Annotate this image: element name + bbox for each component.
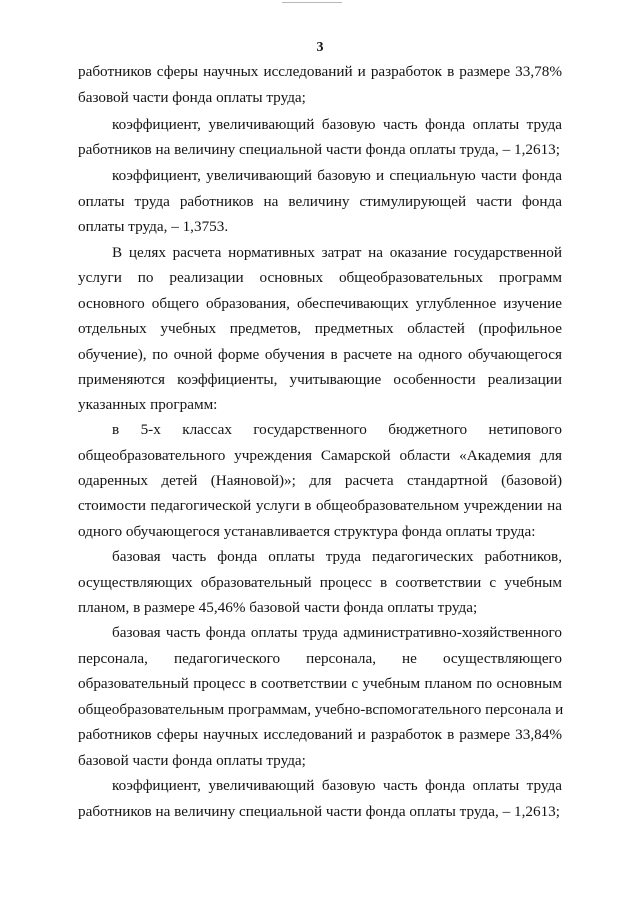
text-line: одного обучающегося устанавливается структура фонда оплаты труда: xyxy=(78,523,536,540)
text-line: коэффициент, увеличивающий базовую часть фонда оплаты труда xyxy=(112,777,562,794)
text-line: применяются коэффициенты, учитывающие особенности реализации xyxy=(78,371,562,388)
text-line: работников на величину специальной части фонда оплаты труда, – 1,2613; xyxy=(78,803,560,820)
text-line: базовой части фонда оплаты труда; xyxy=(78,89,306,106)
text-line: услуги по реализации основных общеобразовательных программ xyxy=(78,269,562,286)
text-line: обучение), по очной форме обучения в расчете на одного обучающегося xyxy=(78,346,562,363)
text-line: базовая часть фонда оплаты труда административно-хозяйственного xyxy=(112,624,562,641)
text-line: осуществляющих образовательный процесс в соответствии с учебным xyxy=(78,574,562,591)
text-line: базовая часть фонда оплаты труда педагогических работников, xyxy=(112,548,562,565)
text-line: планом, в размере 45,46% базовой части фонда оплаты труда; xyxy=(78,599,478,616)
scan-artifact-line xyxy=(282,2,342,3)
text-line: одаренных детей (Наяновой)»; для расчета стандартной (базовой) xyxy=(78,472,562,489)
text-line: образовательный процесс в соответствии с учебным планом по основным xyxy=(78,675,562,692)
text-line: оплаты труда работников на величину стимулирующей части фонда xyxy=(78,193,562,210)
text-line: персонала, педагогического персонала, не осуществляющего xyxy=(78,650,562,667)
text-line: коэффициент, увеличивающий базовую и специальную части фонда xyxy=(112,167,562,184)
text-line: общеобразовательным программам, учебно-вспомогательного персонала и xyxy=(78,701,564,718)
text-line: работников сферы научных исследований и разработок в размере 33,84% xyxy=(78,726,562,743)
text-line: указанных программ: xyxy=(78,396,218,413)
page-number: 3 xyxy=(316,40,324,55)
text-line: оплаты труда, – 1,3753. xyxy=(78,218,229,235)
text-line: работников на величину специальной части фонда оплаты труда, – 1,2613; xyxy=(78,141,560,158)
text-line: В целях расчета нормативных затрат на оказание государственной xyxy=(112,244,562,261)
text-line: работников сферы научных исследований и разработок в размере 33,78% xyxy=(78,63,562,80)
text-line: стоимости педагогической услуги в общеобразовательном учреждении на xyxy=(78,497,562,514)
text-line: основного общего образования, обеспечивающих углубленное изучение xyxy=(78,295,562,312)
text-line: общеобразовательного учреждения Самарской области «Академия для xyxy=(78,447,562,464)
text-line: базовой части фонда оплаты труда; xyxy=(78,752,306,769)
text-line: коэффициент, увеличивающий базовую часть фонда оплаты труда xyxy=(112,116,562,133)
text-line: в 5-х классах государственного бюджетного нетипового xyxy=(112,421,562,438)
text-line: отдельных учебных предметов, предметных областей (профильное xyxy=(78,320,562,337)
